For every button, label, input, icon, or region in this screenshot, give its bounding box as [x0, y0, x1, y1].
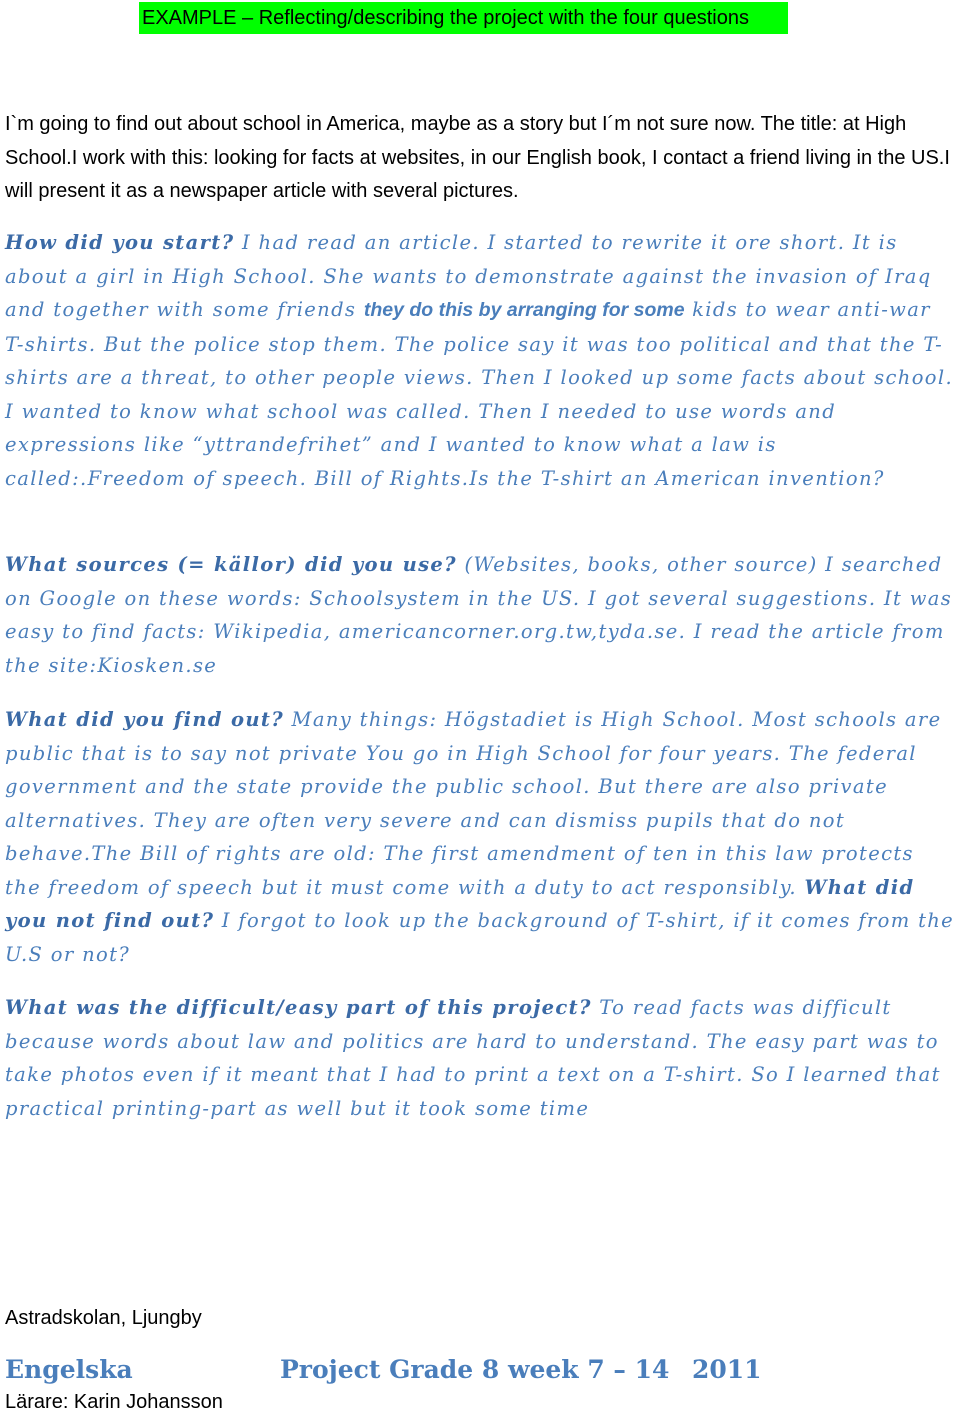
answer-find-out: Many things: Högstadiet is High School. Most schools are public that is to say not private You go in High School for four years. The federal government and the state provide the public school. But there are also private alternatives. They are often very severe and can dismiss pupils that do not behave.The Bill of rights are old: The first amendment of ten in this law protects the freedom of speech but it must come with a duty to act responsibly. [5, 708, 942, 899]
question-not-find-out: What did you not find out? [5, 875, 915, 932]
footer-project: Project Grade 8 week 7 – 14 [280, 1355, 670, 1384]
answer-how-did-you-start-part2: kids to wear anti-war T-shirts. But the police stop them. The police say it was too political and that the T-shirts are a threat, to other people views. Then I looked up some facts about school. I wanted to know what school was called. Then I needed to use words and expressions like “yttrandefrihet” and I wanted to know what a law is called:.Freedom of speech. Bill of Rights.Is the T-shirt an American invention? [5, 298, 954, 490]
footer-subject: Engelska [5, 1355, 133, 1384]
question-difficult-easy: What was the difficult/easy part of this project? [5, 996, 592, 1019]
footer-course-row [5, 1352, 955, 1388]
page-heading-text: EXAMPLE – Reflecting/describing the project with the four questions [142, 7, 749, 29]
answer-sources: (Websites, books, other source) I searched on Google on these words: Schoolsystem in the US. I got several suggestions. It was easy to find facts: Wikipedia, americancorner.org.tw,tyda.se. I read the article from the site:Kiosken.se [5, 553, 953, 677]
answer-how-did-you-start-part1: I had read an article. I started to rewrite it ore short. It is about a girl in High School. She wants to demonstrate against the invasion of Iraq and together with some friends [5, 231, 932, 321]
footer-teacher: Lärare: Karin Johansson [5, 1391, 223, 1413]
question-sources: What sources (= källor) did you use? [5, 553, 457, 576]
footer-year: 2011 [692, 1355, 762, 1384]
page-heading [139, 2, 788, 34]
section-difficult-easy [5, 991, 955, 1125]
answer-difficult-easy: To read facts was difficult because words about law and politics are hard to understand. The easy part was to take photos even if it meant that I had to print a text on a T-shirt. So I learned that practical printing-part as well but it took some time [5, 996, 941, 1120]
answer-how-did-you-start-inserted: they do this by arranging for some [363, 299, 685, 321]
question-find-out: What did you find out? [5, 708, 284, 731]
section-how-did-you-start [5, 226, 955, 495]
footer-school: Astradskolan, Ljungby [5, 1307, 202, 1329]
question-how-did-you-start: How did you start? [5, 231, 235, 254]
section-find-out [5, 703, 955, 971]
section-sources [5, 548, 955, 682]
answer-not-find-out: I forgot to look up the background of T-shirt, if it comes from the U.S or not? [5, 909, 955, 966]
intro-paragraph: I`m going to find out about school in America, maybe as a story but I´m not sure now. The title: at High School.I work with this: looking for facts at websites, in our English book, I contact a friend living in the US.I will present it as a newspaper article with several pictures. [5, 113, 950, 202]
